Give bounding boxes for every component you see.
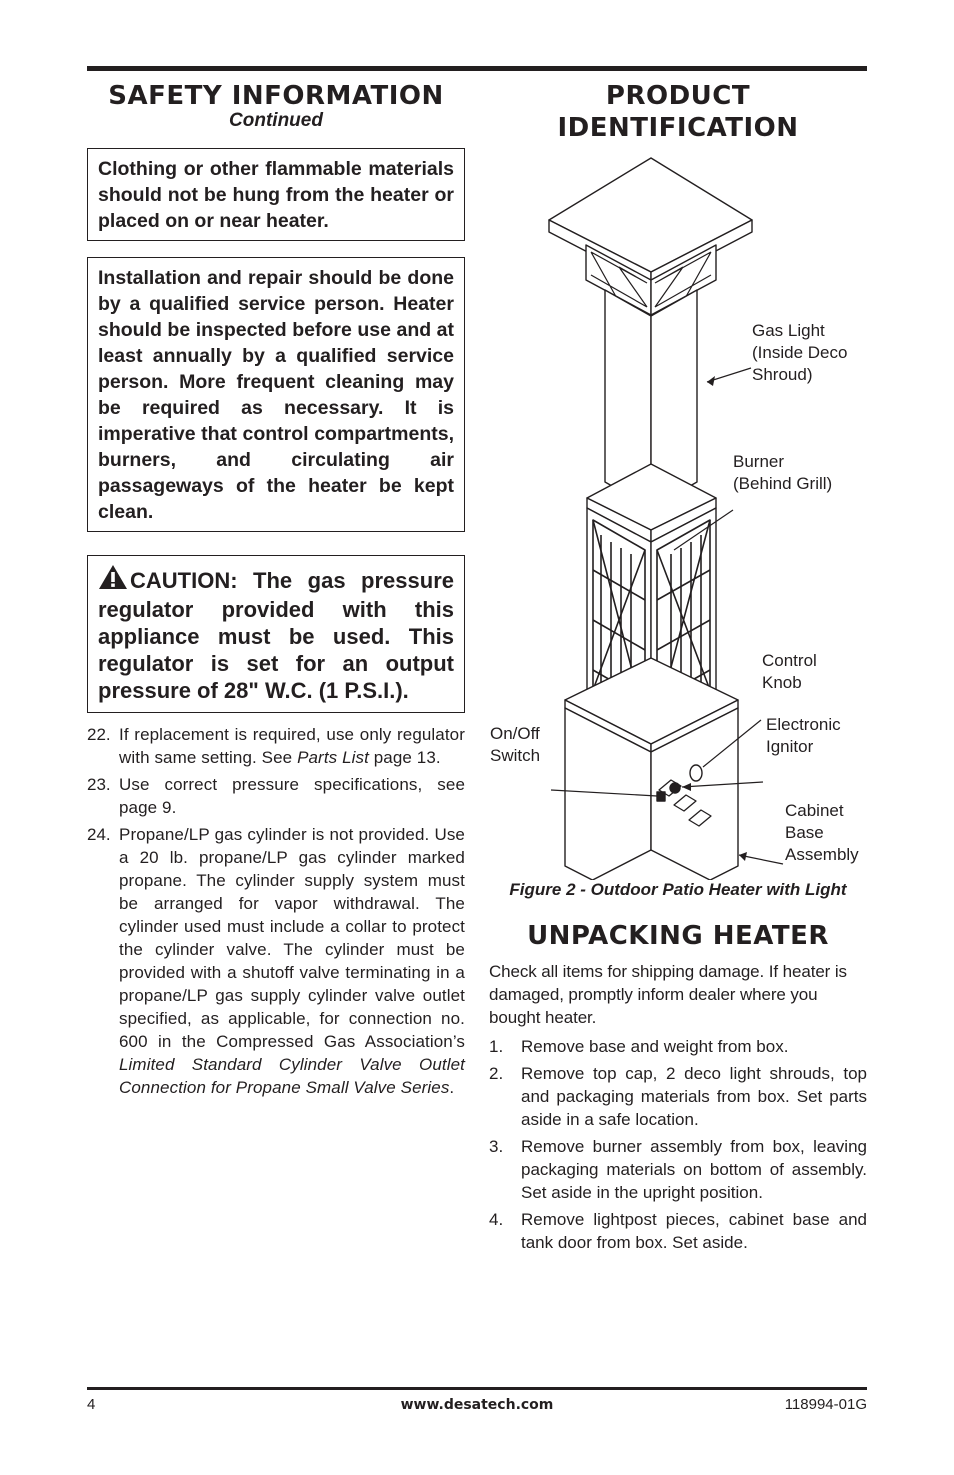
left-column: [87, 80, 465, 1103]
page-number: 4: [87, 1396, 96, 1413]
label-control-knob: Control Knob: [762, 651, 817, 692]
list-item: 3. Remove burner assembly from box, leaving packaging materials on bottom of assembly. Set aside in the upright position.: [489, 1137, 867, 1202]
safety-title: SAFETY INFORMATION: [108, 81, 444, 111]
document-code: 118994-01G: [784, 1396, 867, 1413]
label-gas-light: Gas Light (Inside Deco Shroud): [752, 321, 848, 384]
page-footer: [87, 1396, 867, 1416]
caution-box: [87, 555, 465, 713]
list-item: 22. If replacement is required, use only regulator with same setting. See Parts List page 13.: [87, 725, 465, 767]
list-item: 24. Propane/LP gas cylinder is not provided. Use a 20 lb. propane/LP gas cylinder marked propane. The cylinder supply system must be arranged for vapor withdrawal. The cylinder used must include a collar to protect the cylinder valve. The cylinder must be provided with a shutoff valve terminating in a propane/LP gas supply cylinder valve outlet specified, as applicable, for connection no. 600 in the Compressed Gas Association’s Limited Standard Cylinder Valve Outlet Connection for Propane Small Valve Series.: [87, 825, 465, 1097]
label-on-off-switch: On/Off Switch: [490, 724, 541, 765]
patio-heater-illustration: [489, 150, 867, 880]
list-item: 1. Remove base and weight from box.: [489, 1037, 789, 1056]
figure-caption: Figure 2 - Outdoor Patio Heater with Light: [509, 880, 847, 899]
unpacking-steps: [489, 1035, 867, 1254]
label-burner: Burner (Behind Grill): [733, 452, 833, 493]
right-column: [489, 80, 867, 1258]
safety-subtitle: Continued: [229, 110, 323, 131]
bottom-rule: [87, 1387, 867, 1390]
list-item: 23. Use correct pressure specifications, see page 9.: [87, 775, 465, 817]
caution-text: CAUTION: The gas pressure regulator provided with this appliance must be used. This regulator is set for an output pressure of 28" W.C. (1 P.S.I.).: [98, 568, 454, 703]
unpacking-title: UNPACKING HEATER: [527, 921, 829, 951]
safety-list: [87, 723, 465, 1099]
label-cabinet-base: Cabinet Base Assembly: [785, 801, 859, 864]
flammable-warning-box: Clothing or other flammable materials should not be hung from the heater or placed on or near heater.: [87, 148, 465, 241]
service-warning-box: Installation and repair should be done by a qualified service person. Heater should be inspected before use and at least annually by a qualified service person. More frequent cleaning may be required as necessary. It is imperative that control compartments, burners, and circulating air passageways of the heater be kept clean.: [87, 257, 465, 532]
website-link[interactable]: www.desatech.com: [400, 1397, 554, 1413]
label-electronic-ignitor: Electronic Ignitor: [766, 715, 841, 756]
list-item: 2. Remove top cap, 2 deco light shrouds, top and packaging materials from box. Set parts aside in a safe location.: [489, 1064, 867, 1129]
unpacking-intro: Check all items for shipping damage. If heater is damaged, promptly inform dealer where you bought heater.: [489, 962, 847, 1027]
heater-diagram: [489, 150, 867, 880]
product-id-title-line2: IDENTIFICATION: [557, 113, 799, 143]
top-rule: [87, 66, 867, 71]
warning-triangle-icon: [98, 564, 128, 596]
product-id-title-line1: PRODUCT: [605, 81, 751, 111]
list-item: 4. Remove lightpost pieces, cabinet base and tank door from box. Set aside.: [489, 1210, 867, 1252]
